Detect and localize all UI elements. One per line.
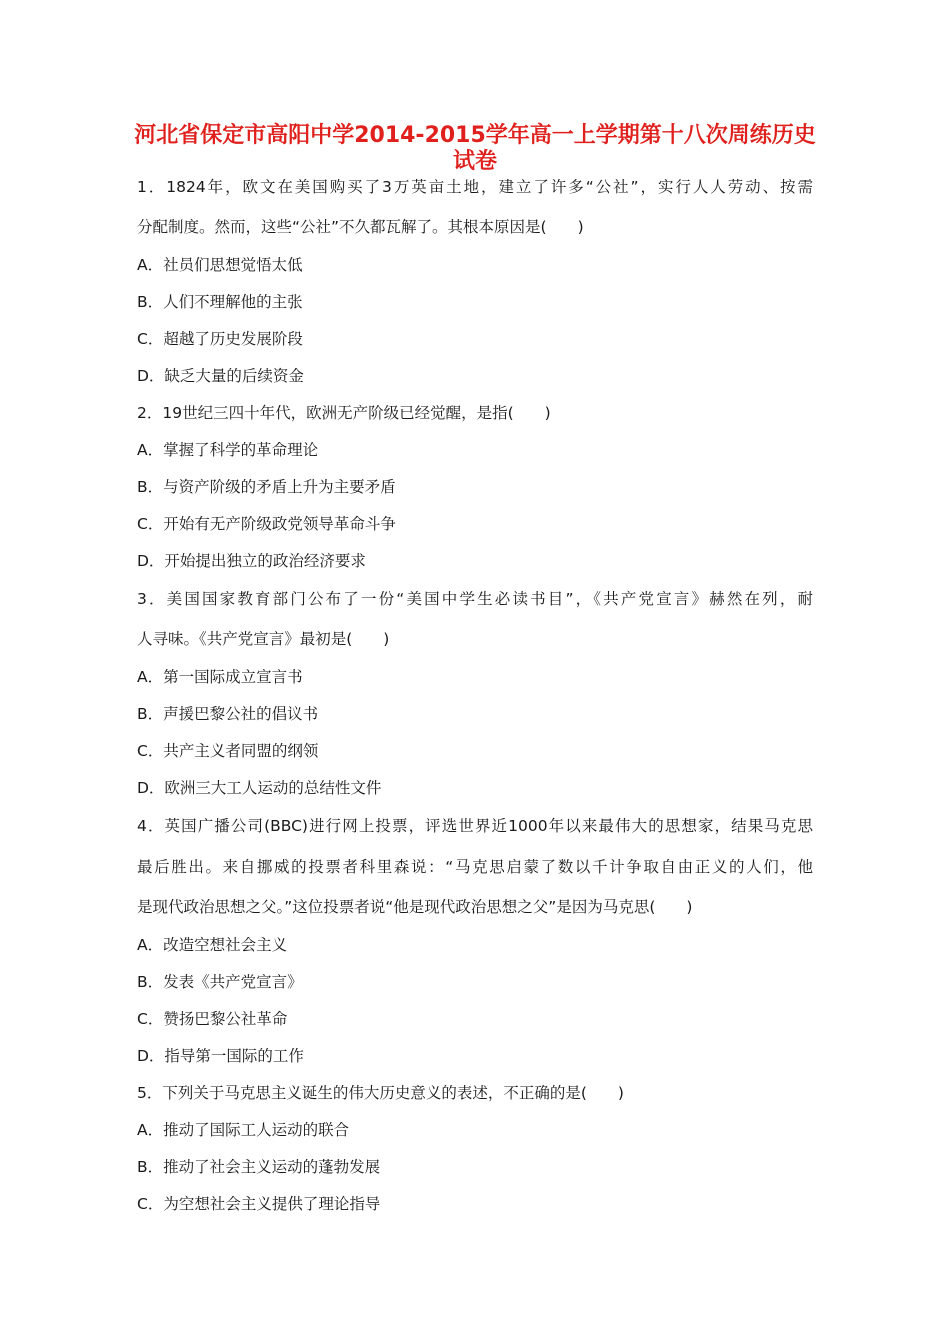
question-3-option-b: B．声援巴黎公社的倡议书: [137, 705, 319, 723]
question-1-option-c: C．超越了历史发展阶段: [137, 330, 303, 348]
question-5-option-c: C．为空想社会主义提供了理论指导: [137, 1195, 381, 1213]
question-4-option-c: C．赞扬巴黎公社革命: [137, 1010, 288, 1028]
question-5-stem-line-1: 5．下列关于马克思主义诞生的伟大历史意义的表述，不正确的是( ): [137, 1084, 624, 1102]
question-2-option-b: B．与资产阶级的矛盾上升为主要矛盾: [137, 478, 396, 496]
question-4-option-d: D．指导第一国际的工作: [137, 1047, 304, 1065]
question-1-option-d: D．缺乏大量的后续资金: [137, 367, 304, 385]
question-4-stem-line-3: 是现代政治思想之父。”这位投票者说“他是现代政治思想之父”是因为马克思( ): [137, 898, 693, 916]
question-3-option-d: D．欧洲三大工人运动的总结性文件: [137, 779, 382, 797]
question-4-option-b: B．发表《共产党宣言》: [137, 973, 303, 991]
question-5-option-a: A．推动了国际工人运动的联合: [137, 1121, 350, 1139]
question-3-stem-line-1: 3．美国国家教育部门公布了一份“美国中学生必读书目”，《共产党宣言》赫然在列，耐: [137, 590, 813, 608]
question-4-option-a: A．改造空想社会主义: [137, 936, 288, 954]
question-4-stem-line-1: 4．英国广播公司(BBC)进行网上投票，评选世界近1000年以来最伟大的思想家，结果马克思: [137, 817, 813, 835]
question-1-option-b: B．人们不理解他的主张: [137, 293, 303, 311]
question-5-option-b: B．推动了社会主义运动的蓬勃发展: [137, 1158, 381, 1176]
question-2-stem-line-1: 2．19世纪三四十年代，欧洲无产阶级已经觉醒，是指( ): [137, 404, 551, 422]
question-1-stem-line-1: 1．1824年，欧文在美国购买了3万英亩土地，建立了许多“公社”，实行人人劳动、按需: [137, 178, 813, 196]
question-3-option-c: C．共产主义者同盟的纲领: [137, 742, 319, 760]
question-2-option-c: C．开始有无产阶级政党领导革命斗争: [137, 515, 396, 533]
document-title-line-2: 试卷: [452, 149, 497, 174]
question-1-option-a: A．社员们思想觉悟太低: [137, 256, 303, 274]
question-2-option-d: D．开始提出独立的政治经济要求: [137, 552, 366, 570]
question-3-stem-line-2: 人寻味。《共产党宣言》最初是( ): [137, 630, 390, 648]
question-4-stem-line-2: 最后胜出。来自挪威的投票者科里森说：“马克思启蒙了数以千计争取自由正义的人们，他: [137, 858, 813, 876]
question-1-stem-line-2: 分配制度。然而，这些“公社”不久都瓦解了。其根本原因是( ): [137, 218, 584, 236]
question-2-option-a: A．掌握了科学的革命理论: [137, 441, 319, 459]
document-title-line-1: 河北省保定市高阳中学2014-2015学年高一上学期第十八次周练历史: [134, 123, 816, 148]
question-3-option-a: A．第一国际成立宣言书: [137, 668, 303, 686]
